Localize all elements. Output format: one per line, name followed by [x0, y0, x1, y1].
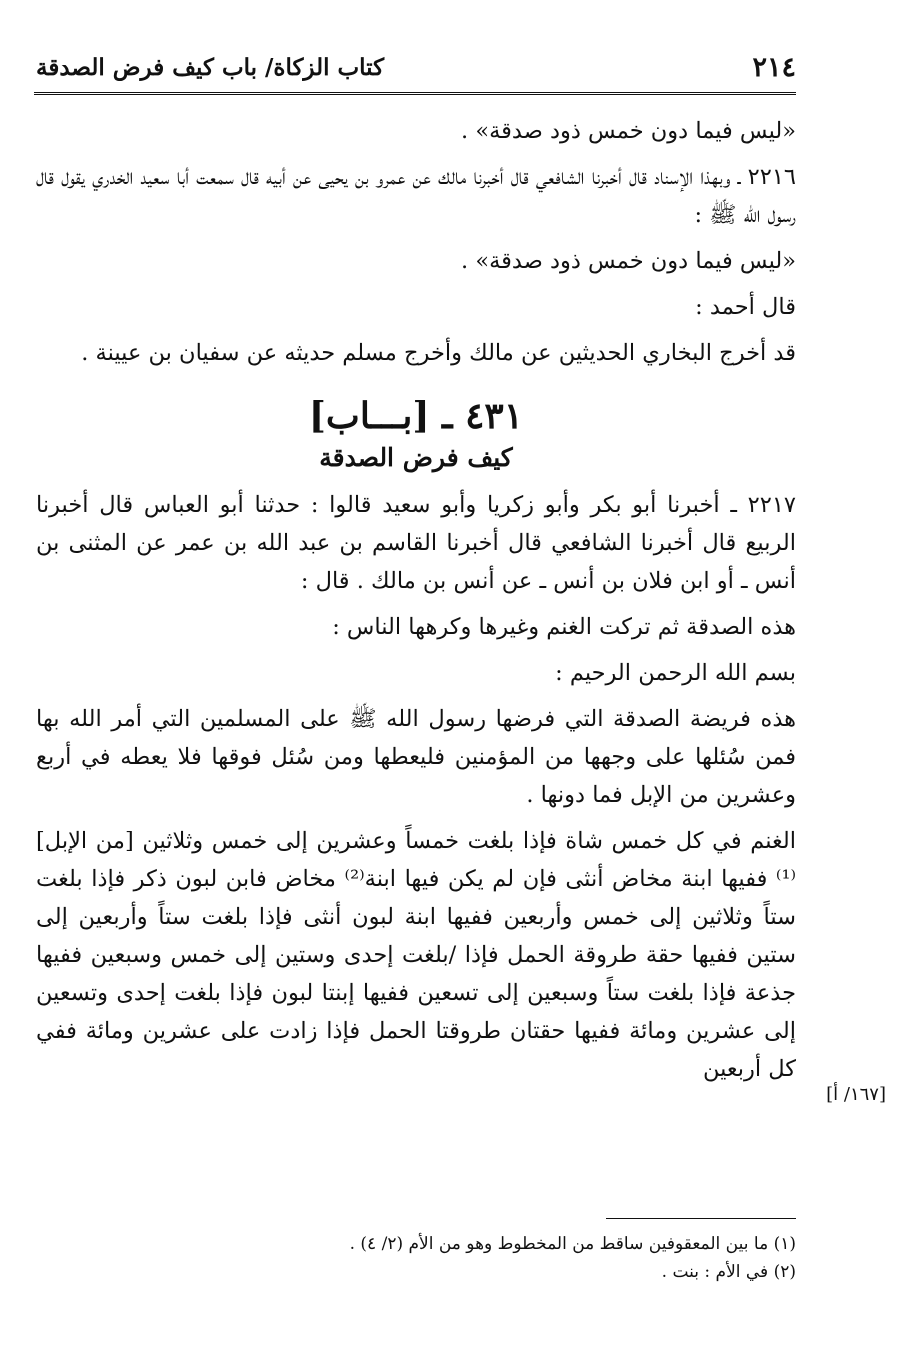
chapter-number: ٤٣١ ـ [بـــاب]: [308, 395, 524, 437]
paragraph: هذه فريضة الصدقة التي فرضها رسول الله ﷺ على المسلمين التي أمر الله بها فمن سُئلها على وجهها من المؤمنين فليعطها ومن سُئل فوقها فلا يعطه في أربع وعشرين من الإبل فما دونها .: [36, 706, 796, 808]
footnote: (١) ما بين المعقوفين ساقط من المخطوط وهو من الأم (٢/ ٤) .: [349, 1234, 796, 1254]
footnotes: [36, 1230, 796, 1286]
paragraph: الغنم في كل خمس شاة فإذا بلغت خمساً وعشرين إلى خمس وثلاثين [من الإبل]⁽¹⁾ ففيها ابنة مخاض أنثى فإن لم يكن فيها ابنة⁽²⁾ مخاض فابن لبون ذكر فإذا بلغت ستاً وثلاثين إلى خمس وأربعين ففيها ابنة لبون أنثى فإذا بلغت ستاً وأربعين إلى ستين ففيها حقة طروقة الحمل فإذا /بلغت إحدى وستين إلى خمس وسبعين ففيها جذعة فإذا بلغت ستاً وسبعين إلى تسعين ففيها إبنتا لبون فإذا بلغت إحدى وتسعين إلى عشرين ومائة ففيها حقتان طروقتا الحمل فإذا زادت على عشرين ومائة ففي كل أربعين: [36, 828, 796, 1082]
chapter-heading: [36, 394, 796, 478]
footnote-rule: [606, 1218, 796, 1219]
page-number: ٢١٤: [752, 52, 796, 83]
main-text: [36, 112, 796, 1096]
paragraph: هذه الصدقة ثم تركت الغنم وغيرها وكرهها الناس :: [332, 614, 796, 640]
footnote: (٢) في الأم : بنت .: [661, 1262, 796, 1282]
hadith-2217: ٢٢١٧ ـ أخبرنا أبو بكر وأبو زكريا وأبو سعيد قالوا : حدثنا أبو العباس قال أخبرنا الربيع قال أخبرنا الشافعي قال أخبرنا القاسم بن عبد الله بن عمر عن المثنى بن أنس ـ أو ابن فلان بن أنس ـ عن أنس بن مالك . قال :: [36, 492, 796, 594]
hadith-2216: ٢٢١٦ ـ وبهذا الإسناد قال أخبرنا الشافعي قال أخبرنا مالك عن عمرو بن يحيى عن أبيه قال سمعت أبا سعيد الخدري يقول قال رسول الله ﷺ :: [36, 164, 796, 228]
paragraph: قال أحمد :: [695, 294, 796, 320]
running-title: كتاب الزكاة/ باب كيف فرض الصدقة: [36, 54, 385, 81]
header-rule: [34, 92, 796, 95]
manuscript-folio-note: [١٦٧/ أ]: [826, 1084, 886, 1105]
paragraph: «ليس فيما دون خمس ذود صدقة» .: [461, 118, 796, 144]
paragraph: بسم الله الرحمن الرحيم :: [555, 660, 796, 686]
paragraph: «ليس فيما دون خمس ذود صدقة» .: [461, 248, 796, 274]
page-header: [36, 50, 796, 90]
chapter-title: كيف فرض الصدقة: [319, 443, 513, 472]
paragraph: قد أخرج البخاري الحديثين عن مالك وأخرج مسلم حديثه عن سفيان بن عيينة .: [81, 340, 796, 366]
